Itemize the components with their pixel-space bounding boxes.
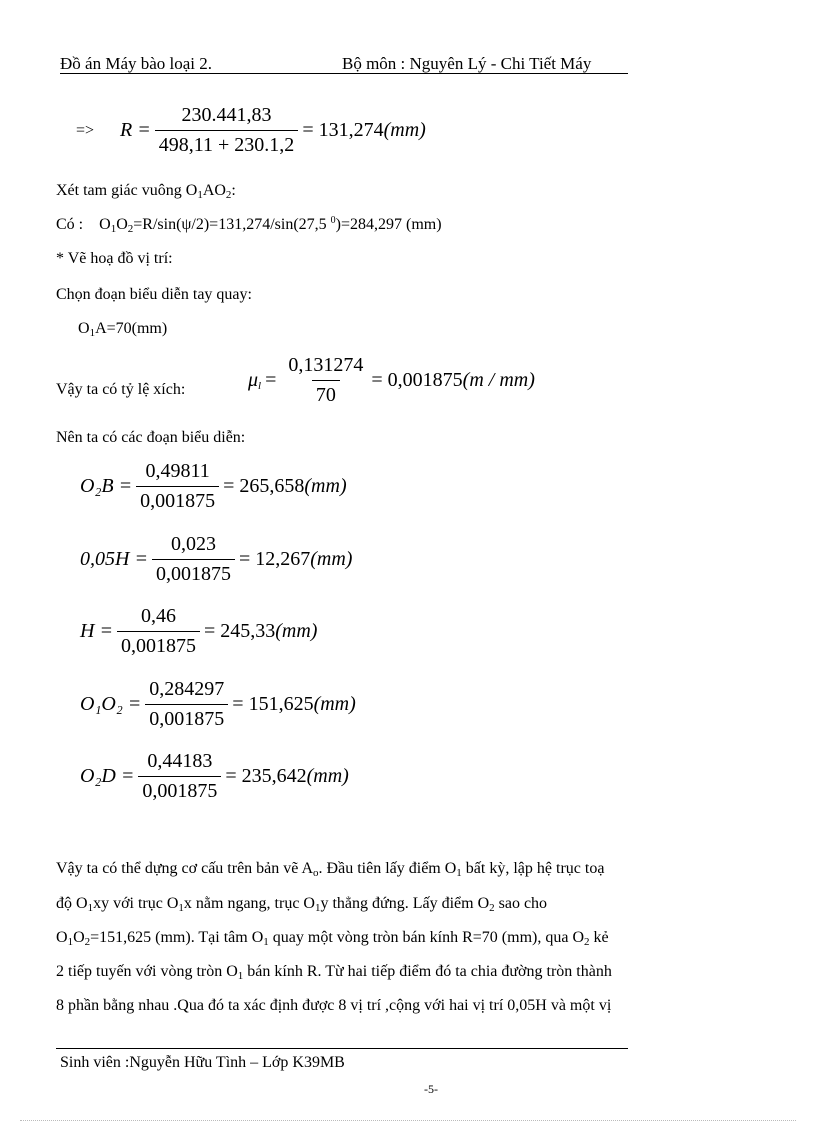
equation-o1o2: O₁O₂ = $\frac{0,284297}{0,001875}$ = 151,625 (mm) <box>80 678 356 730</box>
equation-mu: $\mu_l$ = $\frac{0,131274}{70}$ = 0,001875 (m / mm) <box>248 354 535 406</box>
equation-unit: (mm) <box>383 119 426 141</box>
paragraph-line-4: 2 tiếp tuyến với vòng tròn $O_1$ bán kính R. Từ hai tiếp điểm đó ta chia đường tròn thành <box>56 963 612 982</box>
footer-student: Sinh viên :Nguyễn Hữu Tình – Lớp K39MB <box>60 1054 345 1071</box>
page-edge <box>20 1120 796 1121</box>
mu-symbol: $\mu_l$ <box>248 369 262 392</box>
equation-h: H = $\frac{0,46}{0,001875}$ = 245,33 (mm) <box>80 605 318 657</box>
equation-o2b: O₂B = $\frac{0,49811}{0,001875}$ = 265,658 (mm) <box>80 460 347 512</box>
page-number: -5- <box>424 1082 438 1096</box>
header-rule <box>60 73 628 74</box>
denominator: 498,11 + 230.1,2 <box>155 130 299 157</box>
paragraph-line-3: $O_1O_2=151,625$ (mm). Tại tâm $O_1$ quay một vòng tròn bán kính R=70 (mm), qua $O_2$ kẻ <box>56 929 609 948</box>
text-chon: Chọn đoạn biểu diễn tay quay: <box>56 286 252 303</box>
text-ve: * Vẽ hoạ đồ vị trí: <box>56 250 173 267</box>
equation-r <box>76 104 426 157</box>
text-vay: Vậy ta có tỷ lệ xích: <box>56 381 186 398</box>
fraction: $\frac{0,131274}{70}$ <box>288 354 364 406</box>
equation-005h: 0,05H = $\frac{0,023}{0,001875}$ = 12,267 (mm) <box>80 533 353 585</box>
equation-unit: (m / mm) <box>462 369 535 391</box>
equation-result: = 0,001875 <box>371 369 463 391</box>
text-o1a: $O_1A=70(mm)$ <box>78 320 168 339</box>
paragraph-line-1: Vậy ta có thể dựng cơ cấu trên bản vẽ $A_o$. Đầu tiên lấy điểm $O_1$ bất kỳ, lập hệ trục toạ <box>56 860 605 879</box>
paragraph-line-2: độ $O_1xy$ với trục $O_1x$ nằm ngang, trục $O_1y$ thẳng đứng. Lấy điểm $O_2$ sao cho <box>56 895 548 914</box>
text-nen: Nên ta có các đoạn biểu diễn: <box>56 429 246 446</box>
numerator: 230.441,83 <box>181 104 272 126</box>
footer-rule <box>56 1048 628 1049</box>
fraction <box>155 104 299 157</box>
equation-lhs: R = <box>120 119 151 141</box>
header-left: Đồ án Máy bào loại 2. <box>60 54 213 73</box>
text-co: Có : $O_1O_2=R/\sin(\psi/2)=131,274/\sin(27,5$ $^0$)=284,297 (mm) <box>56 215 442 235</box>
paragraph-line-5: 8 phần bằng nhau .Qua đó ta xác định được 8 vị trí ,cộng với hai vị trí 0,05H và một vị <box>56 997 612 1014</box>
header-right: Bộ môn : Nguyên Lý - Chi Tiết Máy <box>342 54 592 73</box>
implies-arrow: => <box>76 121 95 139</box>
equation-o2d: O₂D = $\frac{0,44183}{0,001875}$ = 235,642 (mm) <box>80 750 349 802</box>
equation-result: = 131,274 <box>302 119 384 141</box>
text-xet: Xét tam giác vuông $O_1AO_2$: <box>56 182 236 201</box>
